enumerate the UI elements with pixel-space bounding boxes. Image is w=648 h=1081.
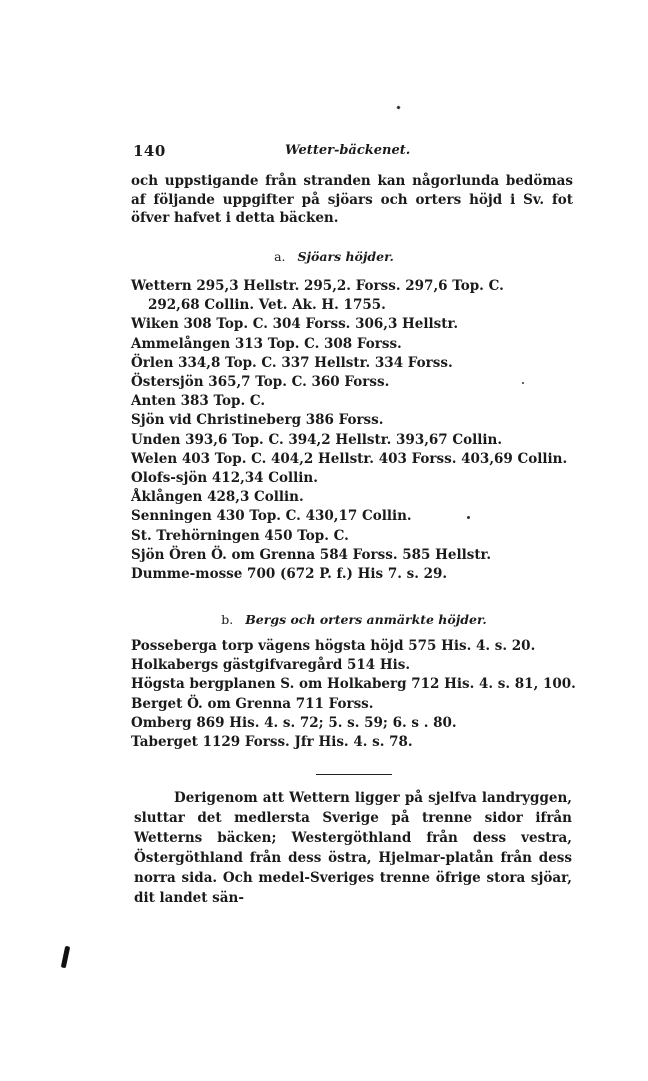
list-entry: Sjön Ören Ö. om Grenna 584 Forss. 585 Hellstr. <box>131 546 492 563</box>
list-entry: Wettern 295,3 Hellstr. 295,2. Forss. 297,6 Top. C. <box>131 278 504 294</box>
intro-text: och uppstigande från stranden kan någorlunda bedömas af följande uppgifter på sjöars och orters höjd i Sv. fot öfver hafvet i detta bäcken. <box>131 173 573 226</box>
list-entry: Åklången 428,3 Collin. <box>131 489 304 506</box>
section-b-letter: b. <box>221 612 234 627</box>
list-entry: Unden 393,6 Top. C. 394,2 Hellstr. 393,67 Collin. <box>131 431 503 448</box>
ink-speck <box>522 382 524 384</box>
ink-speck <box>396 105 400 109</box>
ink-mark <box>61 946 70 969</box>
section-divider <box>316 774 392 775</box>
section-b-title: Bergs och orters anmärkte höjder. <box>245 612 487 627</box>
mountain-heights-list <box>131 637 581 752</box>
list-entry: Senningen 430 Top. C. 430,17 Collin. <box>131 508 412 525</box>
lake-heights-list <box>131 277 581 584</box>
list-entry: Sjön vid Christineberg 386 Forss. <box>131 412 384 429</box>
list-entry: St. Trehörningen 450 Top. C. <box>131 527 349 544</box>
section-a-title: Sjöars höjder. <box>297 249 394 264</box>
list-entry: Östersjön 365,7 Top. C. 360 Forss. <box>131 374 390 391</box>
page-number: 140 <box>133 142 166 160</box>
closing-text: Derigenom att Wettern ligger på sjelfva landryggen, sluttar det medlersta Sverige på trenne sidor ifrån Wetterns bäcken; Westergöthland från dess vestra, Östergöthland från dess östra, Hjelmar-platån från dess norra sida. Och medel-Sveriges trenne öfrige stora sjöar, dit landet sän- <box>134 790 572 906</box>
page-header <box>133 142 573 164</box>
list-entry: Dumme-mosse 700 (672 P. f.) His 7. s. 29. <box>131 566 448 583</box>
list-entry: Welen 403 Top. C. 404,2 Hellstr. 403 Forss. 403,69 Collin. <box>131 450 568 467</box>
section-a-letter: a. <box>274 249 286 264</box>
list-entry: Wiken 308 Top. C. 304 Forss. 306,3 Hellstr. <box>131 316 459 333</box>
ink-speck <box>467 516 470 519</box>
section-b-heading <box>30 612 648 627</box>
section-a-heading <box>10 249 648 264</box>
list-entry-continuation: 292,68 Collin. Vet. Ak. H. 1755. <box>148 297 386 314</box>
list-entry: Holkabergs gästgifvaregård 514 His. <box>131 657 411 674</box>
running-title: Wetter-bäckenet. <box>285 143 411 158</box>
closing-paragraph <box>134 788 572 908</box>
list-entry: Olofs-sjön 412,34 Collin. <box>131 470 318 487</box>
list-entry: Berget Ö. om Grenna 711 Forss. <box>131 695 374 712</box>
list-entry: Örlen 334,8 Top. C. 337 Hellstr. 334 Forss. <box>131 354 453 371</box>
list-entry: Omberg 869 His. 4. s. 72; 5. s. 59; 6. s . 80. <box>131 714 457 731</box>
list-entry: Högsta bergplanen S. om Holkaberg 712 His. 4. s. 81, 100. <box>131 676 576 693</box>
list-entry: Anten 383 Top. C. <box>131 393 266 410</box>
list-entry: Ammelången 313 Top. C. 308 Forss. <box>131 335 402 352</box>
intro-paragraph <box>131 172 573 228</box>
list-entry: Taberget 1129 Forss. Jfr His. 4. s. 78. <box>131 734 413 751</box>
list-entry: Posseberga torp vägens högsta höjd 575 His. 4. s. 20. <box>131 638 536 654</box>
